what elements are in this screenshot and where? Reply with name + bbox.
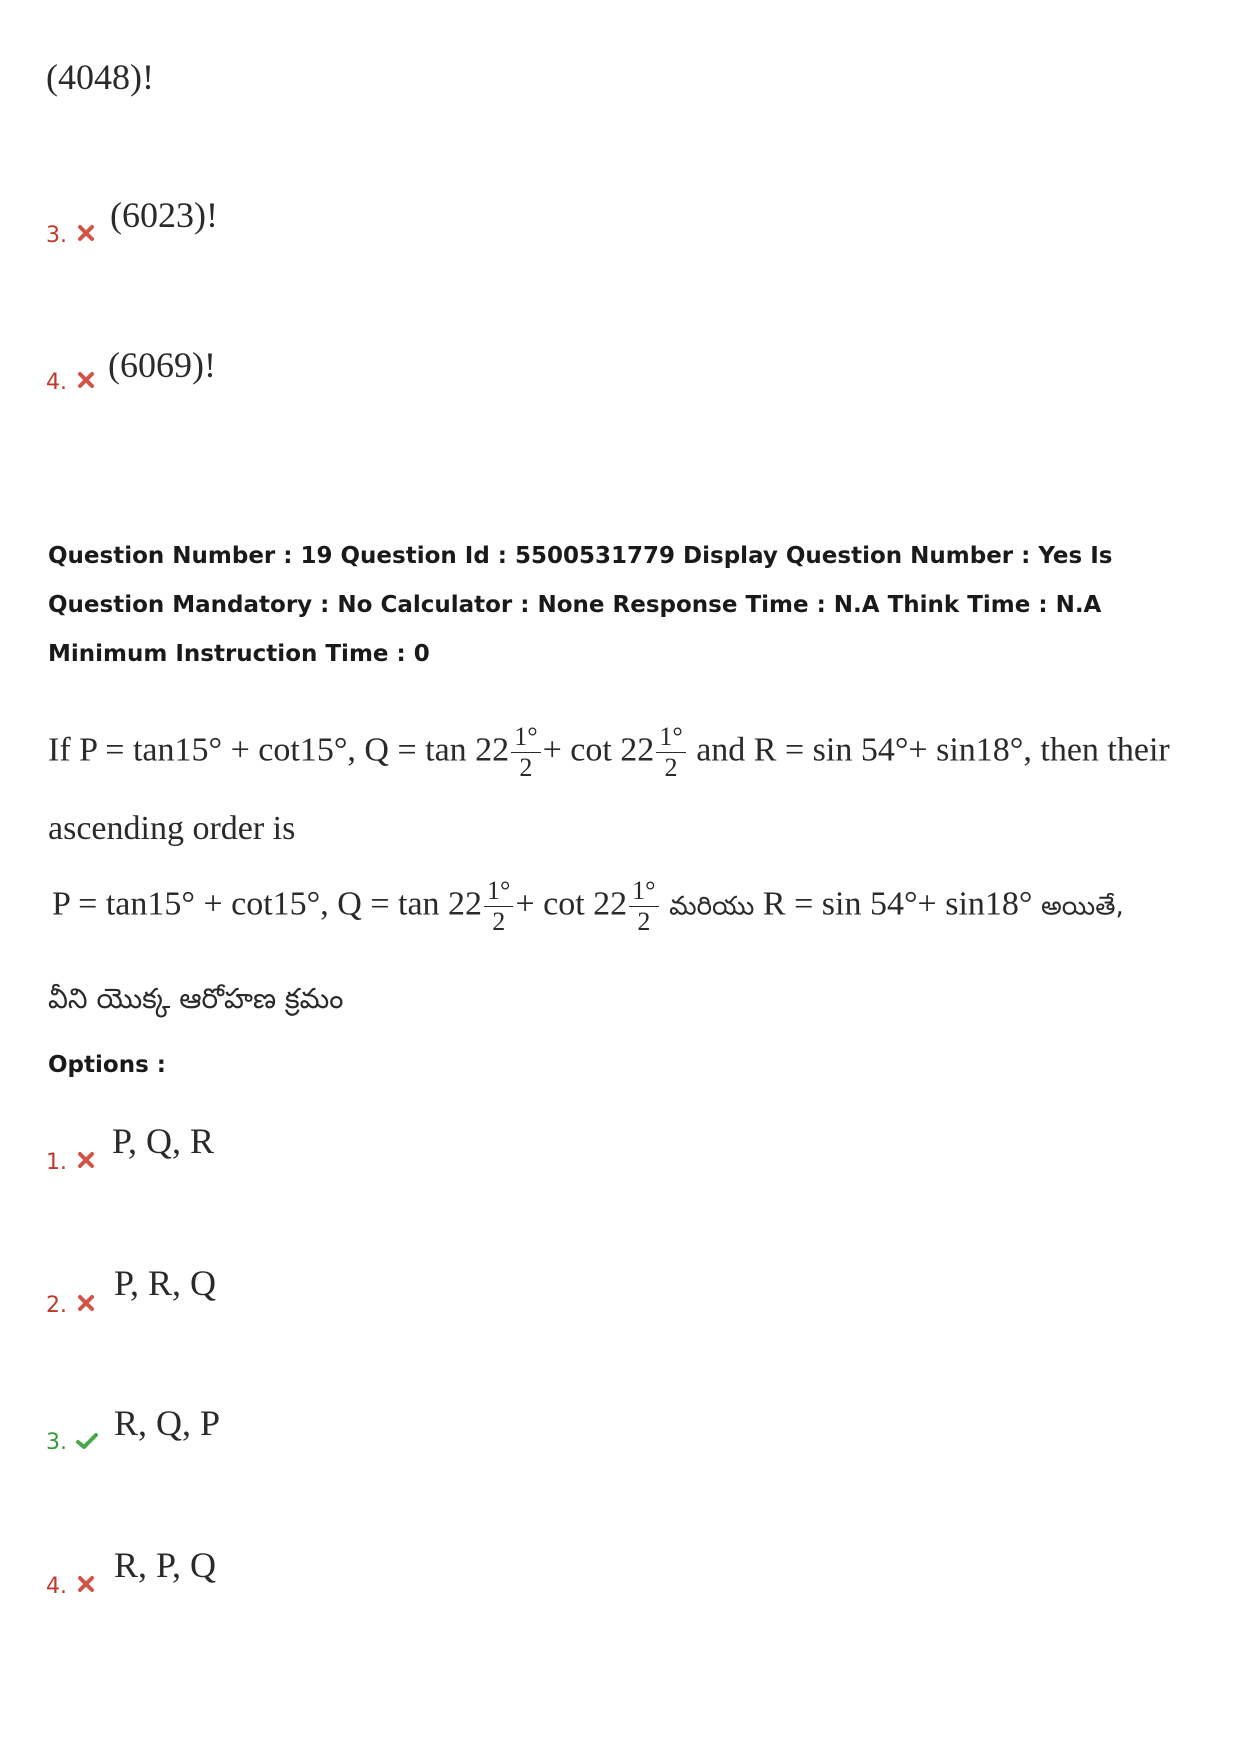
option-number: 2. <box>46 1293 67 1318</box>
question-text-english <box>48 722 1170 783</box>
fraction <box>656 722 685 783</box>
option-number: 3. <box>46 1430 67 1455</box>
question-text-part: and R = sin 54°+ sin18°, then their <box>696 731 1170 769</box>
cross-icon <box>77 1575 95 1593</box>
check-icon <box>76 1432 98 1450</box>
fraction-denominator: 2 <box>664 753 678 782</box>
fraction-denominator: 2 <box>637 907 651 936</box>
prev-option-value: (4048)! <box>46 57 154 97</box>
telugu-word: మరియు <box>669 891 755 922</box>
fraction-numerator: 1° <box>511 722 540 753</box>
telugu-word: అయితే, <box>1041 891 1124 922</box>
fraction-numerator: 1° <box>656 722 685 753</box>
fraction-denominator: 2 <box>492 907 506 936</box>
fraction-numerator: 1° <box>484 876 513 907</box>
question-text-english-line2: ascending order is <box>48 810 296 847</box>
fraction-numerator: 1° <box>629 876 658 907</box>
cross-icon <box>77 371 95 389</box>
question-text-part: + cot 22 <box>542 731 655 769</box>
question-text-part: R = sin 54°+ sin18° <box>762 885 1033 923</box>
cross-icon <box>77 224 95 242</box>
options-heading: Options : <box>48 1052 166 1078</box>
cross-icon <box>77 1151 95 1169</box>
fraction <box>484 876 513 937</box>
question-text-telugu <box>52 876 1124 937</box>
question-metadata: Question Number : 19 Question Id : 5500531779 Display Question Number : Yes Is Question Mandatory : No Calculator : None Response Time : N.A Think Time : N.A Minimum Instruction Time : 0 <box>48 543 1113 667</box>
option-value: P, R, Q <box>114 1263 217 1303</box>
option-value: R, P, Q <box>114 1545 217 1585</box>
prev-option-number: 4. <box>46 370 67 395</box>
cross-icon <box>77 1294 95 1312</box>
prev-option-number: 3. <box>46 223 67 248</box>
fraction <box>629 876 658 937</box>
option-number: 4. <box>46 1574 67 1599</box>
prev-option-value: (6069)! <box>108 345 216 385</box>
option-value: R, Q, P <box>114 1403 221 1443</box>
question-text-part: + cot 22 <box>515 885 628 923</box>
option-number: 1. <box>46 1150 67 1175</box>
question-text-part: If P = tan15° + cot15°, Q = tan 22 <box>48 731 510 769</box>
question-text-telugu-line2: వీని యొక్క ఆరోహణ క్రమం <box>48 982 344 1015</box>
question-text-part: P = tan15° + cot15°, Q = tan 22 <box>52 885 483 923</box>
option-value: P, Q, R <box>112 1121 215 1161</box>
fraction-denominator: 2 <box>519 753 533 782</box>
prev-option-value: (6023)! <box>110 195 218 235</box>
fraction <box>511 722 540 783</box>
